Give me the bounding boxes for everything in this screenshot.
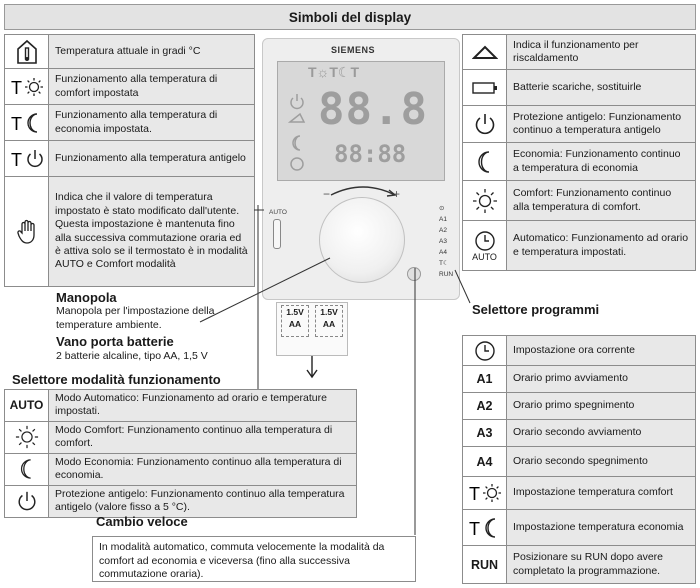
table-row [5, 141, 255, 177]
table-row [5, 421, 357, 453]
battery-icon [463, 70, 507, 106]
table-row [5, 35, 255, 69]
program-selector-labels [439, 203, 457, 293]
program-a3-label: A3 [463, 420, 507, 447]
program-row-text: Impostazione temperatura economia [507, 510, 696, 546]
temperature-dial[interactable] [319, 197, 405, 283]
program-row-text: Orario secondo avviamento [507, 420, 696, 447]
quick-change-title: Cambio veloce [96, 514, 188, 529]
t-moon-icon [463, 510, 507, 546]
right-row-text: Comfort: Funzionamento continuo alla temperatura di comfort. [507, 181, 696, 221]
moon-icon [463, 143, 507, 181]
program-label: A2 [439, 227, 447, 234]
mode-row-text: Modo Comfort: Funzionamento continuo alla temperatura di comfort. [49, 421, 357, 453]
dial-plus-label: + [393, 187, 401, 201]
table-row [463, 393, 696, 420]
thermostat-body [262, 38, 460, 300]
battery-slot: 1.5V AA [281, 305, 309, 337]
table-row [5, 69, 255, 105]
left-row-text: Indica che il valore di temperatura impostato è stato modificato dall'utente. Questa impostazione è mantenuta fino alla successiva commutazione oraria ed è attiva solo se il termostato è in modalità AUTO e Comfort modalità [49, 177, 255, 287]
left-symbols-table [4, 34, 255, 287]
t-sun-icon [5, 69, 49, 105]
right-row-text: Automatico: Funzionamento ad orario e temperatura impostati. [507, 221, 696, 271]
t-power-icon [5, 141, 49, 177]
clock-auto-icon [463, 221, 507, 271]
lcd-time: 88:88 [334, 140, 407, 168]
program-run-label: RUN [463, 546, 507, 584]
mode-selector-switch[interactable] [273, 219, 281, 249]
power-icon [5, 485, 49, 517]
dial-arc-arrow [323, 181, 403, 197]
table-row [463, 366, 696, 393]
manopola-desc: Manopola per l'impostazione della temperature ambiente. [56, 305, 215, 331]
table-row [463, 477, 696, 510]
program-row-text: Orario primo avviamento [507, 366, 696, 393]
table-row [5, 177, 255, 287]
battery-compartment [276, 302, 348, 356]
battery-slot: 1.5V AA [315, 305, 343, 337]
vano-desc: 2 batterie alcaline, tipo AA, 1,5 V [56, 350, 208, 362]
table-row [463, 546, 696, 584]
down-arrow-icon [305, 356, 319, 380]
moon-icon [5, 453, 49, 485]
brand-label: SIEMENS [331, 45, 376, 55]
mode-row-text: Modo Automatico: Funzionamento ad orario e temperature impostati. [49, 390, 357, 422]
lcd-temperature: 88.8 [318, 84, 428, 135]
svg-text:T: T [10, 149, 22, 170]
table-row [463, 70, 696, 106]
program-label: A3 [439, 238, 447, 245]
right-symbols-table [462, 34, 696, 271]
program-clock-icon: ⊙ [439, 205, 445, 212]
program-a2-label: A2 [463, 393, 507, 420]
program-a1-label: A1 [463, 366, 507, 393]
table-row [463, 510, 696, 546]
page-title: Simboli del display [4, 4, 696, 30]
left-row-text: Temperatura attuale in gradi °C [49, 35, 255, 69]
lcd-left-symbols [286, 92, 308, 172]
right-row-text: Batterie scariche, sostituirle [507, 70, 696, 106]
power-icon [463, 106, 507, 143]
table-row [463, 336, 696, 366]
table-row [5, 453, 357, 485]
program-label: A4 [439, 249, 447, 256]
lcd-top-symbols: T☼T☾T [308, 64, 360, 80]
sun-icon [463, 181, 507, 221]
hand-icon [5, 177, 49, 287]
left-row-text: Funzionamento alla temperatura di comfort impostata [49, 69, 255, 105]
svg-text:T: T [10, 77, 22, 98]
manopola-title: Manopola [56, 290, 117, 305]
program-label: A1 [439, 216, 447, 223]
right-row-text: Protezione antigelo: Funzionamento continuo a temperatura antigelo [507, 106, 696, 143]
svg-text:T: T [10, 113, 22, 134]
program-row-text: Impostazione ora corrente [507, 336, 696, 366]
svg-text:T: T [468, 484, 480, 504]
table-row [463, 420, 696, 447]
mode-selector-title: Selettore modalità funzionamento [12, 372, 221, 387]
quick-change-desc: In modalità automatico, commuta velocemente la modalità da comfort ad economia e viceversa (fino alla successiva commutazione oraria). [92, 536, 416, 582]
table-row [463, 221, 696, 271]
mode-row-text: Modo Economia: Funzionamento continuo alla temperatura di economia. [49, 453, 357, 485]
dial-minus-label: − [323, 187, 331, 201]
sun-icon [5, 421, 49, 453]
program-row-text: Impostazione temperatura comfort [507, 477, 696, 510]
t-moon-icon [5, 105, 49, 141]
table-row [463, 35, 696, 70]
mode-selector-table [4, 389, 357, 518]
left-row-text: Funzionamento alla temperatura di economia impostata. [49, 105, 255, 141]
heating-triangle-icon [463, 35, 507, 70]
clock-icon [463, 336, 507, 366]
mode-row-text: Protezione antigelo: Funzionamento continuo alla temperatura antigelo (valore fisso a 5 °C). [49, 485, 357, 517]
program-a4-label: A4 [463, 447, 507, 477]
t-sun-icon [463, 477, 507, 510]
table-row [463, 106, 696, 143]
program-selector-title: Selettore programmi [472, 302, 600, 317]
table-row [5, 105, 255, 141]
right-row-text: Economia: Funzionamento continuo a temperatura di economia [507, 143, 696, 181]
auto-mode-label: AUTO [5, 390, 49, 422]
program-row-text: Orario primo spegnimento [507, 393, 696, 420]
auto-label: AUTO [472, 251, 497, 262]
quick-change-button[interactable] [407, 267, 421, 281]
table-row [5, 485, 357, 517]
left-row-text: Funzionamento alla temperatura antigelo [49, 141, 255, 177]
program-label-run: RUN [439, 271, 454, 278]
mode-switch-label: AUTO [269, 209, 287, 216]
lcd-screen [277, 61, 445, 181]
table-row [463, 143, 696, 181]
table-row [463, 447, 696, 477]
vano-title: Vano porta batterie [56, 334, 174, 349]
right-row-text: Indica il funzionamento per riscaldamento [507, 35, 696, 70]
thermometer-icon [5, 35, 49, 69]
program-t-icons: T☾ [439, 260, 449, 267]
table-row [463, 181, 696, 221]
table-row [5, 390, 357, 422]
program-row-text: Orario secondo spegnimento [507, 447, 696, 477]
svg-text:T: T [468, 518, 480, 539]
program-selector-table [462, 335, 696, 584]
program-row-text: Posizionare su RUN dopo avere completato la programmazione. [507, 546, 696, 584]
